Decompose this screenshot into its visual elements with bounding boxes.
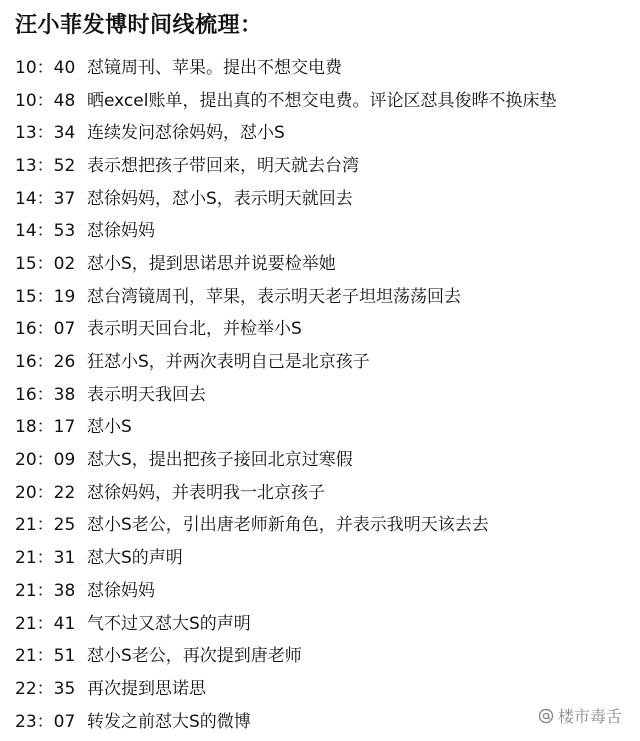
- timeline-entry: [15, 343, 630, 376]
- entry-text: 怼小S，提到思诺思并说要检举她: [87, 253, 336, 274]
- entry-text: 转发之前怼大S的微博: [87, 711, 251, 732]
- timeline-entry: [15, 311, 630, 344]
- timeline-entry: [15, 212, 630, 245]
- entry-text: 怼徐妈妈，怼小S，表示明天就回去: [87, 188, 353, 209]
- timeline-list: [15, 49, 630, 735]
- entry-text: 怼徐妈妈: [87, 580, 155, 601]
- entry-text: 气不过又怼大S的声明: [87, 613, 251, 634]
- entry-time: 14：53: [15, 221, 76, 242]
- weibo-at-icon: [538, 708, 554, 724]
- entry-text: 怼小S: [87, 417, 132, 438]
- timeline-entry: [15, 278, 630, 311]
- entry-text: 表示明天回台北，并检举小S: [87, 319, 302, 340]
- entry-text: 怼台湾镜周刊，苹果，表示明天老子坦坦荡荡回去: [87, 286, 461, 307]
- entry-text: 表示想把孩子带回来，明天就去台湾: [87, 155, 359, 176]
- timeline-entry: [15, 376, 630, 409]
- timeline-entry: [15, 474, 630, 507]
- timeline-entry: [15, 147, 630, 180]
- timeline-entry: [15, 82, 630, 115]
- entry-text: 怼徐妈妈: [87, 221, 155, 242]
- entry-time: 16：38: [15, 384, 76, 405]
- entry-text: 连续发问怼徐妈妈，怼小S: [87, 123, 285, 144]
- entry-text: 狂怼小S，并两次表明自己是北京孩子: [87, 352, 370, 373]
- entry-text: 怼大S，提出把孩子接回北京过寒假: [87, 450, 353, 471]
- watermark: [538, 704, 622, 727]
- timeline-entry: [15, 245, 630, 278]
- entry-time: 14：37: [15, 188, 76, 209]
- timeline-entry: [15, 539, 630, 572]
- watermark-text: 楼市毒舌: [557, 707, 622, 726]
- entry-time: 21：25: [15, 515, 76, 536]
- entry-time: 15：02: [15, 253, 76, 274]
- entry-time: 13：34: [15, 123, 76, 144]
- entry-time: 21：38: [15, 580, 76, 601]
- timeline-entry: [15, 507, 630, 540]
- timeline-entry: [15, 572, 630, 605]
- entry-text: 晒excel账单，提出真的不想交电费。评论区怼具俊晔不换床垫: [87, 90, 557, 111]
- entry-time: 15：19: [15, 286, 76, 307]
- entry-time: 13：52: [15, 155, 76, 176]
- page-title: 汪小菲发博时间线梳理：: [15, 13, 263, 38]
- timeline-entry: [15, 180, 630, 213]
- timeline-entry: [15, 49, 630, 82]
- entry-text: 再次提到思诺思: [87, 678, 206, 699]
- entry-text: 怼镜周刊、苹果。提出不想交电费: [87, 57, 342, 78]
- timeline-entry: [15, 637, 630, 670]
- entry-text: 表示明天我回去: [87, 384, 206, 405]
- entry-time: 23：07: [15, 711, 76, 732]
- timeline-entry: [15, 409, 630, 442]
- entry-time: 20：09: [15, 450, 76, 471]
- entry-time: 18：17: [15, 417, 76, 438]
- entry-text: 怼小S老公，引出唐老师新角色，并表示我明天该去去: [87, 515, 489, 536]
- timeline-entry: [15, 114, 630, 147]
- entry-time: 21：51: [15, 646, 76, 667]
- entry-text: 怼徐妈妈，并表明我一北京孩子: [87, 482, 325, 503]
- entry-time: 10：48: [15, 90, 76, 111]
- entry-time: 21：41: [15, 613, 76, 634]
- entry-time: 20：22: [15, 482, 76, 503]
- entry-text: 怼小S老公，再次提到唐老师: [87, 646, 302, 667]
- entry-text: 怼大S的声明: [87, 548, 183, 569]
- timeline-entry: [15, 670, 630, 703]
- entry-time: 16：26: [15, 352, 76, 373]
- timeline-entry: [15, 441, 630, 474]
- entry-time: 10：40: [15, 57, 76, 78]
- entry-time: 16：07: [15, 319, 76, 340]
- timeline-entry: [15, 605, 630, 638]
- entry-time: 22：35: [15, 678, 76, 699]
- entry-time: 21：31: [15, 548, 76, 569]
